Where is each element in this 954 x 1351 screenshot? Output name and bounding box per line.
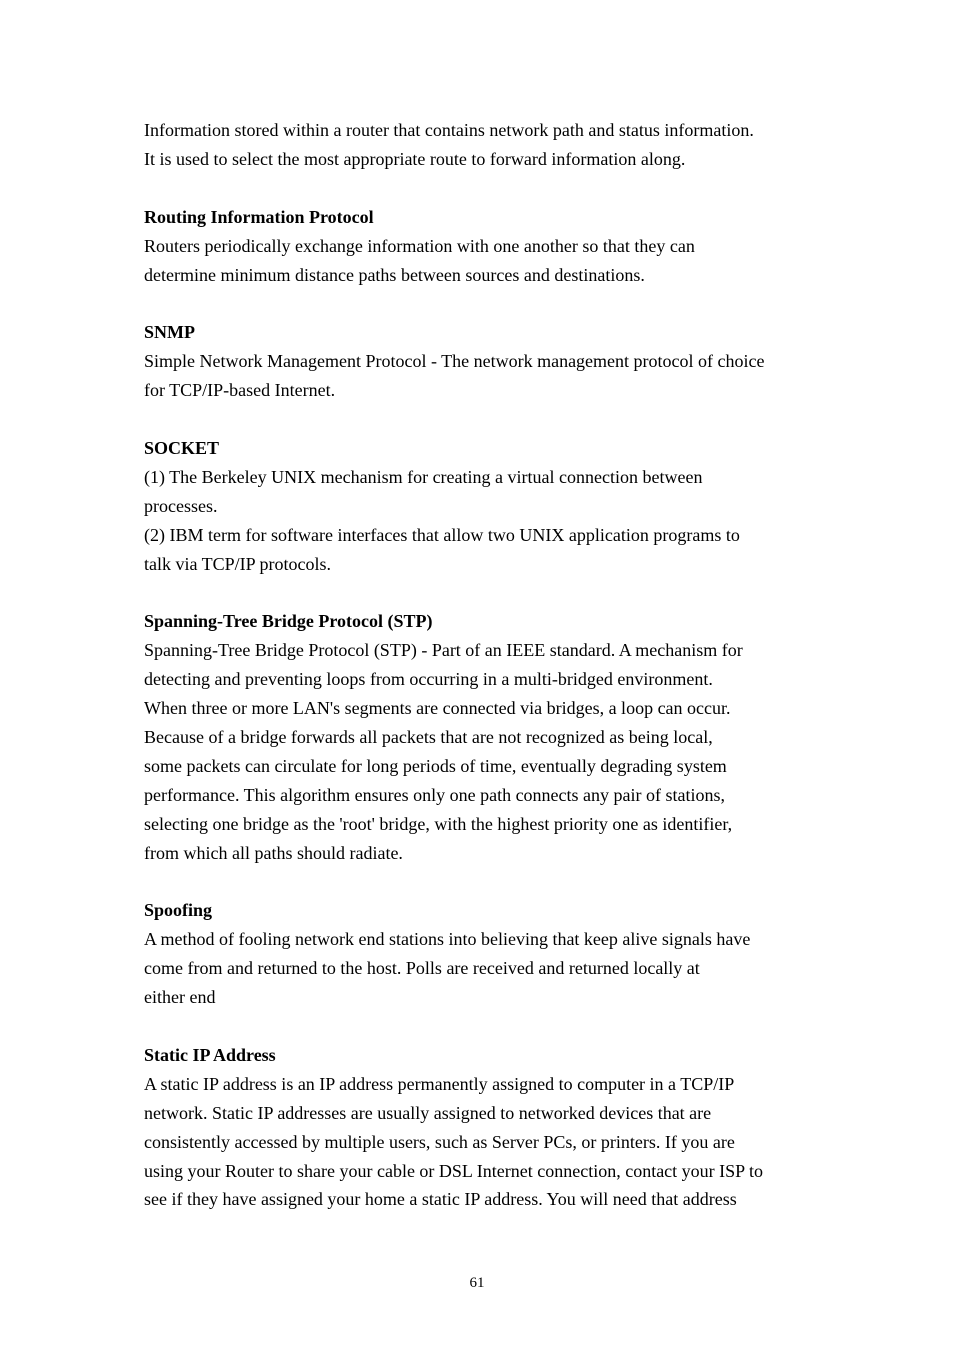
intro-definition xyxy=(144,116,824,174)
definition-line: talk via TCP/IP protocols. xyxy=(144,553,331,574)
paragraph-gap xyxy=(144,405,824,434)
definition-line: It is used to select the most appropriate route to forward information along. xyxy=(144,148,686,169)
definition-line: for TCP/IP-based Internet. xyxy=(144,380,336,401)
definition-line: Simple Network Management Protocol - The network management protocol of choice xyxy=(144,351,765,372)
paragraph-gap xyxy=(144,868,824,897)
glossary-page-body xyxy=(144,116,824,1214)
definition-line: A method of fooling network end stations into believing that keep alive signals have xyxy=(144,929,751,950)
paragraph-gap xyxy=(144,1012,824,1041)
entry-spoofing xyxy=(144,896,824,1012)
definition-line: processes. xyxy=(144,495,218,516)
entry-socket xyxy=(144,434,824,579)
definition-line: network. Static IP addresses are usually assigned to networked devices that are xyxy=(144,1102,712,1123)
entry-routing-information-protocol xyxy=(144,203,824,290)
glossary-term: Spanning-Tree Bridge Protocol (STP) xyxy=(144,611,433,632)
definition-line: either end xyxy=(144,987,216,1008)
definition-line: Because of a bridge forwards all packets that are not recognized as being local, xyxy=(144,726,713,747)
definition-line: come from and returned to the host. Polls are received and returned locally at xyxy=(144,958,700,979)
entry-spanning-tree-bridge-protocol xyxy=(144,607,824,867)
glossary-term: Spoofing xyxy=(144,900,213,921)
glossary-term: SOCKET xyxy=(144,437,220,458)
definition-line: Information stored within a router that contains network path and status information. xyxy=(144,120,754,140)
definition-line: performance. This algorithm ensures only one path connects any pair of stations, xyxy=(144,784,726,805)
definition-line: Spanning-Tree Bridge Protocol (STP) - Part of an IEEE standard. A mechanism for xyxy=(144,640,743,661)
definition-line: When three or more LAN's segments are connected via bridges, a loop can occur. xyxy=(144,698,731,719)
definition-line: Routers periodically exchange information with one another so that they can xyxy=(144,235,695,256)
glossary-term: Static IP Address xyxy=(144,1044,276,1065)
paragraph-gap xyxy=(144,289,824,318)
definition-line: see if they have assigned your home a static IP address. You will need that address xyxy=(144,1189,737,1210)
paragraph-gap xyxy=(144,578,824,607)
definition-line: from which all paths should radiate. xyxy=(144,842,403,863)
definition-line: (1) The Berkeley UNIX mechanism for creating a virtual connection between xyxy=(144,466,703,487)
definition-line: consistently accessed by multiple users, such as Server PCs, or printers. If you are xyxy=(144,1131,735,1152)
definition-line: (2) IBM term for software interfaces that allow two UNIX application programs to xyxy=(144,524,740,545)
page-number: 61 xyxy=(469,1275,485,1291)
entry-snmp xyxy=(144,318,824,405)
definition-line: determine minimum distance paths between sources and destinations. xyxy=(144,264,645,285)
definition-line: selecting one bridge as the 'root' bridge, with the highest priority one as identifier, xyxy=(144,813,733,834)
glossary-term: SNMP xyxy=(144,322,195,343)
definition-line: some packets can circulate for long periods of time, eventually degrading system xyxy=(144,755,727,776)
definition-line: using your Router to share your cable or DSL Internet connection, contact your ISP to xyxy=(144,1160,764,1181)
glossary-term: Routing Information Protocol xyxy=(144,206,374,227)
definition-line: detecting and preventing loops from occurring in a multi-bridged environment. xyxy=(144,669,713,690)
paragraph-gap xyxy=(144,174,824,203)
definition-line: A static IP address is an IP address permanently assigned to computer in a TCP/IP xyxy=(144,1073,735,1094)
entry-static-ip-address xyxy=(144,1041,824,1214)
